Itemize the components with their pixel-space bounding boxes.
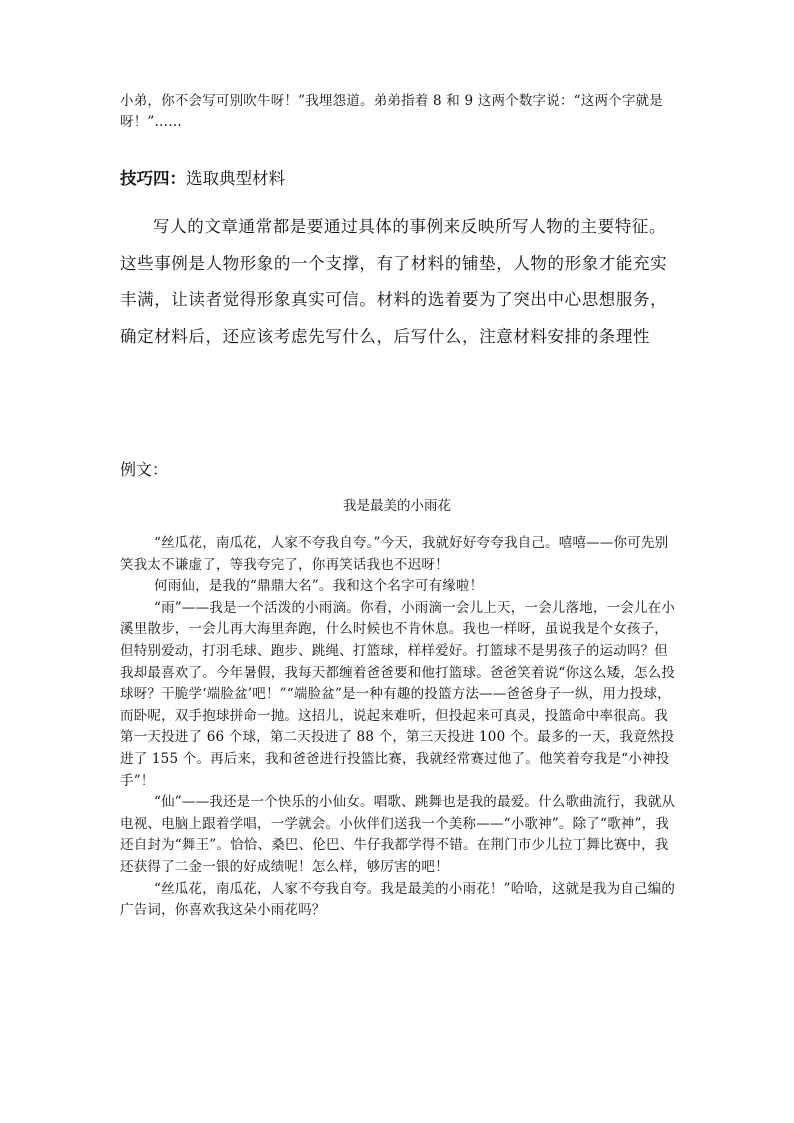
section-title: 选取典型材料 bbox=[186, 169, 285, 188]
essay-paragraph: “雨”——我是一个活泼的小雨滴。你看，小雨滴一会儿上天，一会儿落地，一会儿在小溪里散步，一会儿再大海里奔跑，什么时候也不肯休息。我也一样呀，虽说我是个女孩子，但特别爱动，打羽毛球、跑步、跳绳、打篮球，样样爱好。打篮球不是男孩子的运动吗？但我却最喜欢了。今年暑假，我每天都缠着爸爸要和他打篮球。爸爸笑着说“你这么矮，怎么投球呀？干脆学‘端脸盆’吧！”“端脸盆”是一种有趣的投篮方法——爸爸身子一纵，用力投球，而卧呢，双手抱球拼命一抛。这招儿，说起来难听，但投起来可真灵，投篮命中率很高。我第一天投进了 66 个球，第二天投进了 88 个，第三天投进 100 个。最多的一天，我竟然投进了 155 个。再后来，我和爸爸进行投篮比赛，我就经常赛过他了。他笑着夸我是“小神投手”！ bbox=[120, 599, 676, 789]
section-label: 技巧四： bbox=[120, 169, 186, 188]
intro-paragraph bbox=[120, 91, 680, 133]
essay-title: 我是最美的小雨花 bbox=[343, 498, 451, 514]
essay-paragraph: “仙”——我还是一个快乐的小仙女。唱歌、跳舞也是我的最爱。什么歌曲流行，我就从电视、电脑上跟着学唱，一学就会。小伙伴们送我一个美称——“小歌神”。除了“歌神”，我还自封为“舞王”。恰恰、桑巴、伦巴、牛仔我都学得不错。在荆门市少儿拉丁舞比赛中，我还获得了二金一银的好成绩呢！怎么样，够厉害的吧！ bbox=[120, 794, 676, 875]
intro-text: 小弟，你不会写可别吹牛呀！”我埋怨道。弟弟指着 8 和 9 这两个数字说：“这两个字就是呀！”…… bbox=[120, 93, 663, 130]
essay-paragraph: “丝瓜花，南瓜花，人家不夸我自夸。我是最美的小雨花！”哈哈，这就是我为自己编的广告词，你喜欢我这朵小雨花吗？ bbox=[120, 880, 676, 919]
section-body bbox=[120, 209, 678, 355]
example-label: 例文： bbox=[120, 460, 169, 479]
body-paragraph: 写人的文章通常都是要通过具体的事例来反映所写人物的主要特征。这些事例是人物形象的一个支撑，有了材料的铺垫，人物的形象才能充实丰满，让读者觉得形象真实可信。材料的选着要为了突出中心思想服务，确定材料后，还应该考虑先写什么，后写什么，注意材料安排的条理性 bbox=[120, 217, 668, 346]
essay-paragraph: 何雨仙，是我的“鼎鼎大名”。我和这个名字可有缘啦！ bbox=[154, 578, 484, 595]
essay-paragraph: “丝瓜花，南瓜花，人家不夸我自夸。”今天，我就好好夸夸我自己。嘻嘻——你可先别笑我太不谦虚了，等我夸完了，你再笑话我也不迟呀！ bbox=[120, 535, 669, 573]
essay-body bbox=[120, 533, 676, 922]
section-heading bbox=[120, 167, 285, 191]
